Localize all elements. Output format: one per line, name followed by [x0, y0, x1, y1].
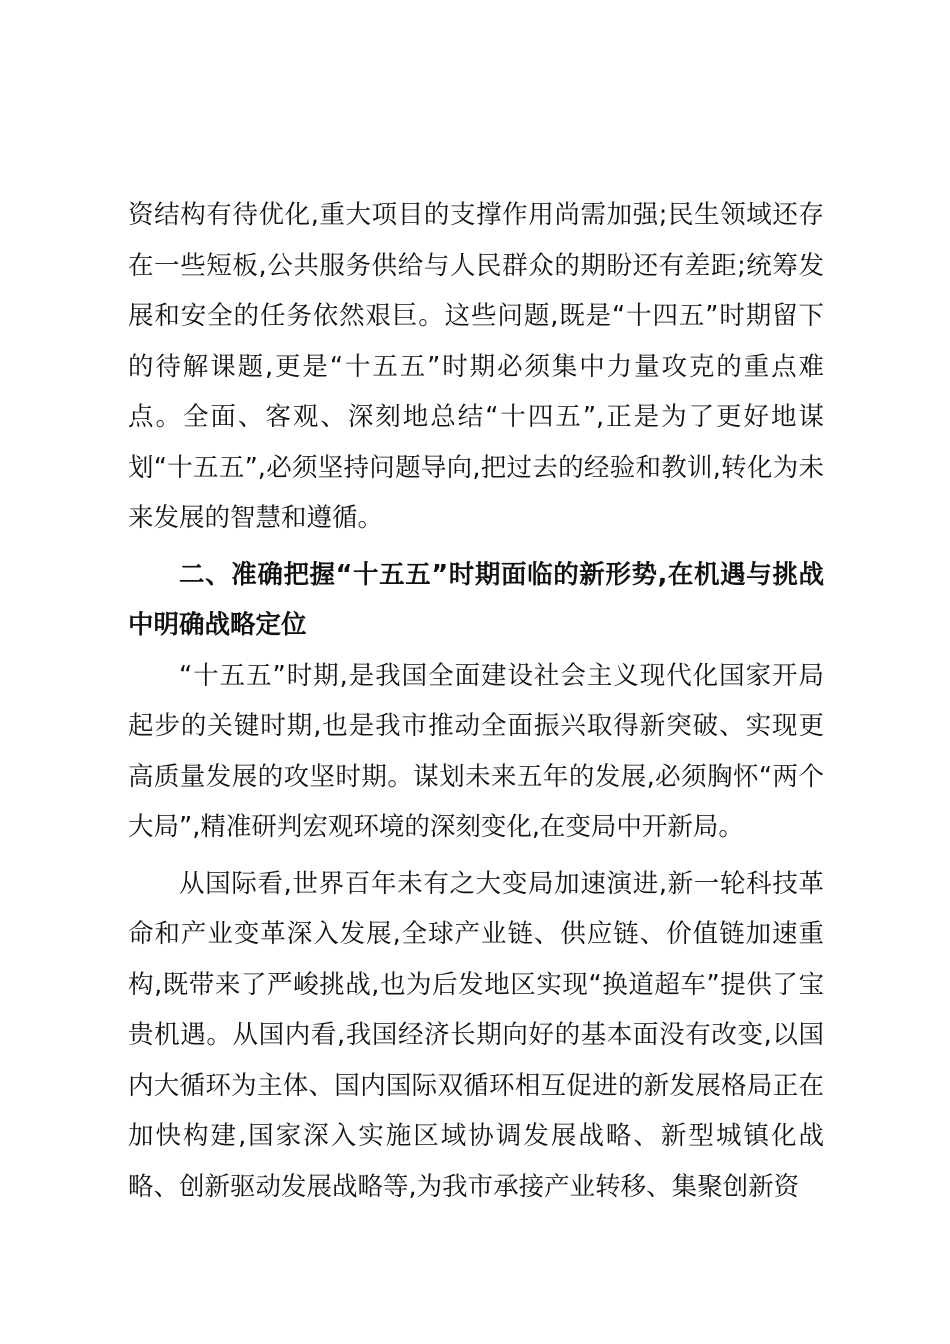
paragraph-body: 从国际看,世界百年未有之大变局加速演进,新一轮科技革命和产业变革深入发展,全球产业链、供应链、价值链加速重构,既带来了严峻挑战,也为后发地区实现“换道超车”提供了宝贵机遇。从国内看,我国经济长期向好的基本面没有改变,以国内大循环为主体、国内国际双循环相互促进的新发展格局正在加快构建,国家深入实施区域协调发展战略、新型城镇化战略、创新驱动发展战略等,为我市承接产业转移、集聚创新资: [128, 868, 824, 1202]
paragraph-body: “十五五”时期,是我国全面建设社会主义现代化国家开局起步的关键时期,也是我市推动全面振兴取得新突破、实现更高质量发展的攻坚时期。谋划未来五年的发展,必须胸怀“两个大局”,精准研判宏观环境的深刻变化,在变局中开新局。: [128, 660, 824, 842]
document-page: [128, 190, 824, 1212]
section-heading: 二、准确把握“十五五”时期面临的新形势,在机遇与挑战中明确战略定位: [128, 559, 824, 640]
paragraph-continued: 资结构有待优化,重大项目的支撑作用尚需加强;民生领域还存在一些短板,公共服务供给与人民群众的期盼还有差距;统筹发展和安全的任务依然艰巨。这些问题,既是“十四五”时期留下的待解课题,更是“十五五”时期必须集中力量攻克的重点难点。全面、客观、深刻地总结“十四五”,正是为了更好地谋划“十五五”,必须坚持问题导向,把过去的经验和教训,转化为未来发展的智慧和遵循。: [128, 200, 824, 533]
